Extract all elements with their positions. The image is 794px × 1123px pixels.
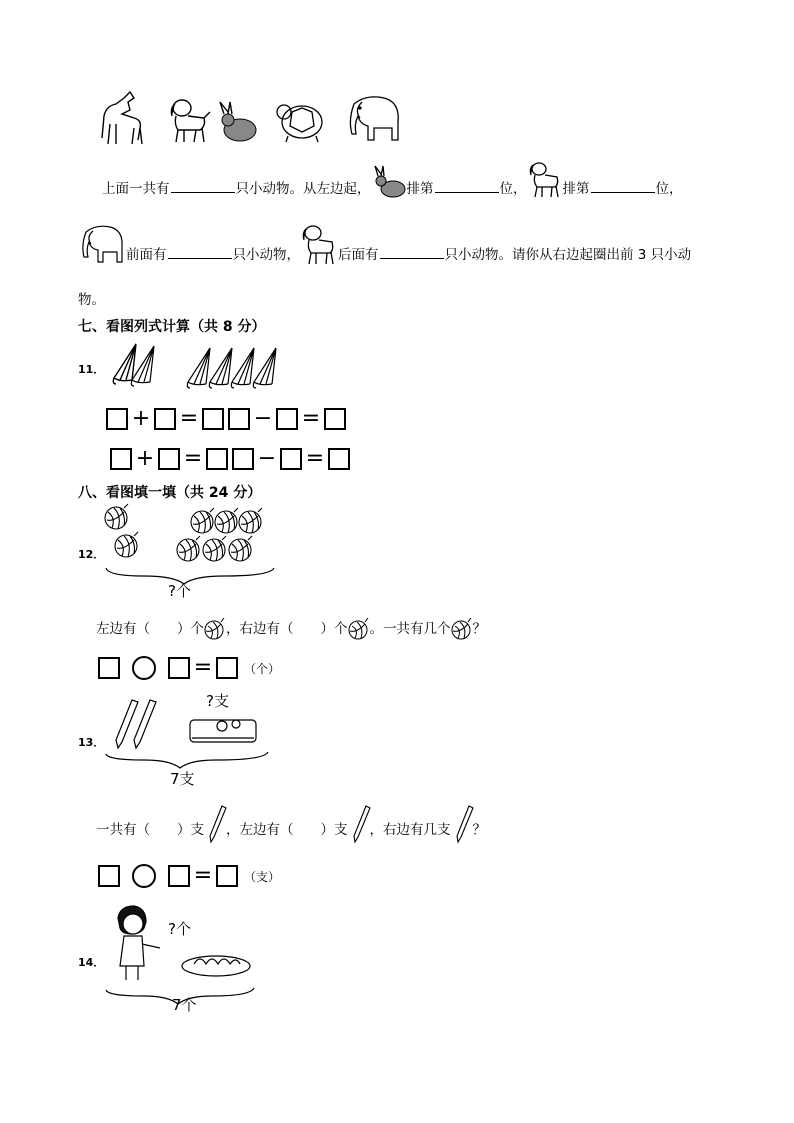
answer-box[interactable] [154,408,176,430]
q10-text-circle-instr: 只小动物。请你从右边起圈出前 3 只小动 [444,247,692,263]
answer-box[interactable] [324,408,346,430]
q13-sentence [96,816,486,844]
q10-line3: 物。 [78,292,105,308]
animals-illustration [94,88,404,150]
section8-title: 八、看图填一填（共 24 分） [78,485,262,501]
watermelon-illustration [104,506,280,606]
elephant-icon [350,97,398,140]
girl-icon [118,906,160,980]
plus-sign: + [135,446,155,471]
q14-brace-label: 7个 [172,996,197,1014]
answer-box[interactable] [276,408,298,430]
q10-blank-dog-rank[interactable] [591,178,655,193]
q12-sentence [96,618,486,640]
umbrella-icon [231,348,254,388]
operator-circle[interactable] [132,864,156,888]
watermelon-icon [203,536,226,561]
answer-box[interactable] [216,657,238,679]
q13-text-right: ，右边有几支 [369,822,451,838]
horse-icon [102,92,142,144]
q12-text-left: 左边有（ ）个 [96,621,204,637]
q10-blank-total[interactable] [171,178,235,193]
answer-box[interactable] [232,448,254,470]
pen-icon [451,804,473,844]
umbrella-icon [253,348,276,388]
q10-text-rank2: 排第 [562,181,590,197]
q10-blank-front[interactable] [168,244,232,259]
q12-text-right: ，右边有（ ）个 [226,621,348,637]
dog-icon [300,223,338,267]
q10-text-animals1: 只小动物， [232,247,300,263]
equals-sign: = [183,446,203,471]
q13-text-left: ，左边有（ ）支 [226,822,348,838]
q10-text-rank1: 排第 [406,181,434,197]
q13-text-question: ？ [472,822,486,838]
answer-box[interactable] [168,657,190,679]
q12-brace-label: ?个 [168,582,191,600]
unit-label: （个） [244,661,281,676]
q11-equation-row2 [110,448,350,470]
q10-text-from-left: 只小动物。从左边起， [235,181,371,197]
watermelon-icon [348,618,370,640]
answer-box[interactable] [202,408,224,430]
q12-watermelons [104,506,280,606]
dog-icon [171,100,210,142]
q14-top-label: ?个 [168,920,191,938]
umbrella-icon [187,348,210,388]
q11-equation-row1 [106,408,346,430]
q12-equation [98,656,280,680]
q11-umbrellas [106,342,286,392]
equals-sign: = [301,406,321,431]
brace [106,752,268,768]
dog-icon [527,160,563,200]
umbrella-group-icon [106,342,286,392]
q12-number: 12． [78,548,105,561]
minus-sign: − [253,406,273,431]
answer-box[interactable] [228,408,250,430]
q10-blank-behind[interactable] [380,244,444,259]
pen-icon [116,700,156,748]
q10-text-pos2: 位， [655,181,683,197]
pen-icon [204,804,226,844]
q14-number: 14． [78,956,105,969]
q10-line1 [102,178,683,200]
dumplings-plate-icon [182,956,250,976]
watermelon-icon [177,536,200,561]
answer-box[interactable] [106,408,128,430]
answer-box[interactable] [280,448,302,470]
unit-label: （支） [244,869,281,884]
answer-box[interactable] [216,865,238,887]
watermelon-icon [451,618,473,640]
q10-text-front: 前面有 [126,247,167,263]
section7-title: 七、看图列式计算（共 8 分） [78,319,266,335]
watermelon-icon [191,508,214,533]
answer-box[interactable] [328,448,350,470]
umbrella-icon [209,348,232,388]
answer-box[interactable] [158,448,180,470]
q13-brace-label: 7支 [170,770,195,788]
q13-pens-illustration [104,698,274,770]
q13-top-label: ?支 [206,692,229,710]
q11-number: 11． [78,363,105,376]
watermelon-icon [239,508,262,533]
equals-sign: = [179,406,199,431]
minus-sign: − [257,446,277,471]
rabbit-icon [220,102,256,141]
answer-box[interactable] [98,657,120,679]
pen-icon [348,804,370,844]
watermelon-icon [204,618,226,640]
elephant-icon [78,224,126,268]
answer-box[interactable] [206,448,228,470]
answer-box[interactable] [110,448,132,470]
answer-box[interactable] [98,865,120,887]
watermelon-icon [229,536,252,561]
q13-text-total: 一共有（ ）支 [96,822,204,838]
q10-text-behind: 后面有 [338,247,379,263]
rabbit-icon [371,165,407,199]
pencil-case-icon [190,720,256,742]
operator-circle[interactable] [132,656,156,680]
q10-blank-rabbit-rank[interactable] [435,178,499,193]
answer-box[interactable] [168,865,190,887]
q10-line2 [78,242,691,268]
q13-number: 13． [78,736,105,749]
q12-text-total: 。一共有几个 [369,621,451,637]
q10-text-pos1: 位， [499,181,527,197]
q12-text-question: ？ [472,621,486,637]
watermelon-icon [115,532,138,557]
equals-sign: = [193,655,213,680]
equals-sign: = [193,863,213,888]
animals-row [94,88,404,150]
plus-sign: + [131,406,151,431]
turtle-icon [277,105,322,142]
q13-equation [98,864,280,888]
watermelon-icon [215,508,238,533]
equals-sign: = [305,446,325,471]
q10-text-total: 上面一共有 [102,181,170,197]
